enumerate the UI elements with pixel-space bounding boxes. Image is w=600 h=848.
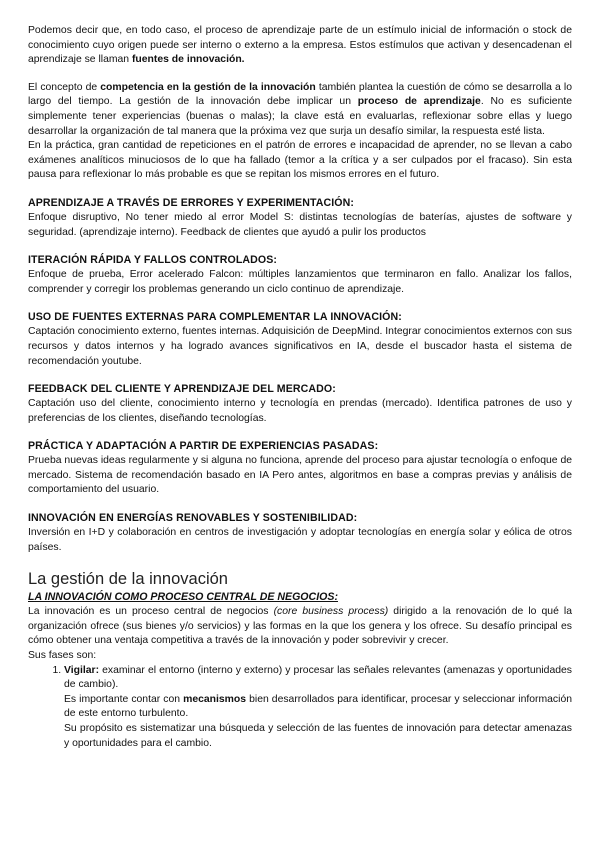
phase-extra-1-text-1: Es importante contar con	[64, 693, 184, 705]
phase-extra-1	[64, 693, 572, 722]
section-heading-iteracion: ITERACIÓN RÁPIDA Y FALLOS CONTROLADOS:	[28, 254, 278, 267]
section-text-iteracion: Enfoque de prueba, Error acelerado Falcon: múltiples lanzamientos que terminaron en fallo. Analizar los fallos, comprender y corregir los problemas generando un ciclo continuo de aprendizaje.	[28, 269, 572, 295]
phase-extra-1-text-2: bien desarrollados para identificar, procesar y seleccionar información de este entorno turbulento.	[64, 693, 572, 720]
section-heading-practica: PRÁCTICA Y ADAPTACIÓN A PARTIR DE EXPERIENCIAS PASADAS:	[28, 440, 379, 453]
gestion-p1-text-1: La innovación es un proceso central de negocios	[28, 606, 274, 618]
intro-p1-bold: fuentes de innovación.	[131, 54, 245, 66]
gestion-title: La gestión de la innovación	[28, 570, 228, 589]
intro-paragraph-2	[28, 81, 572, 139]
phases-list	[28, 664, 572, 752]
phase-item-vigilar	[64, 664, 572, 752]
section-text-practica: Prueba nuevas ideas regularmente y si alguna no funciona, aprende del proceso para ajustar tecnología o enfoque de mercado. Sistema de recomendación basado en IA Pero antes, algoritmos en base a compras previas y análisis de comportamiento del usuario.	[28, 455, 572, 496]
section-heading-renovables: INNOVACIÓN EN ENERGÍAS RENOVABLES Y SOSTENIBILIDAD:	[28, 512, 358, 525]
phase-extra-1-bold: mecanismos	[183, 693, 247, 705]
fases-label: Sus fases son:	[28, 650, 97, 662]
gestion-paragraph-1	[28, 605, 572, 649]
phase-name-vigilar: Vigilar:	[64, 664, 100, 676]
gestion-p1-text-2: dirigido a la renovación de lo qué la organización ofrece (sus bienes y/o servicios) y las formas en la que los genera y los ofrece. Su desafío principal es cómo obtener una ventaja competitiva a través de la innovación y poder sobrevivir y crecer.	[28, 606, 572, 647]
section-heading-errores: APRENDIZAJE A TRAVÉS DE ERRORES Y EXPERIMENTACIÓN:	[28, 196, 354, 209]
intro-p2-text-1: El concepto de	[28, 81, 101, 93]
phase-extra-2: Su propósito es sistematizar una búsqueda y selección de las fuentes de innovación para detectar amenazas y oportunidades para el cambio.	[64, 723, 572, 749]
intro-p1-text: Podemos decir que, en todo caso, el proceso de aprendizaje parte de un estímulo inicial de información o stock de conocimiento cuyo origen puede ser interno o externo a la empresa. Estos estímulos que activan y desencadenan el aprendizaje se llaman	[28, 25, 572, 66]
section-text-feedback: Captación uso del cliente, conocimiento interno y tecnología en prendas (mercado). Identifica patrones de uso y preferencias de los clientes, diseñando tecnologías.	[28, 398, 572, 424]
intro-p2-bold-1: competencia en la gestión de la innovación	[100, 81, 316, 93]
section-heading-fuentes-externas: USO DE FUENTES EXTERNAS PARA COMPLEMENTAR LA INNOVACIÓN:	[28, 311, 402, 324]
section-text-renovables: Inversión en I+D y colaboración en centros de investigación y adoptar tecnologías en energía solar y eólica de otros países.	[28, 527, 572, 553]
intro-p2-bold-2: proceso de aprendizaje	[357, 96, 481, 108]
section-text-fuentes-externas: Captación conocimiento externo, fuentes internas. Adquisición de DeepMind. Integrar conocimientos externos con sus recursos y datos internos y ha logrado avances significativos en IA, desde el buscador hasta el sistema de recomendación youtube.	[28, 326, 572, 367]
gestion-subtitle: LA INNOVACIÓN COMO PROCESO CENTRAL DE NEGOCIOS:	[28, 591, 338, 604]
document-content	[28, 24, 572, 751]
intro-p2-text-3: . No es suficiente simplemente tener experiencias (buenas o malas); la clave está en evaluarlas, reflexionar sobre ellas y luego desarrollar la organización de tal manera que la próxima vez que surja un desafío similar, la respuesta esté lista.	[28, 96, 573, 137]
gestion-p1-italic: (core business process)	[273, 606, 389, 618]
phase-text-vigilar: examinar el entorno (interno y externo) y procesar las señales relevantes (amenazas y oportunidades de cambio).	[64, 664, 572, 691]
intro-paragraph-3: En la práctica, gran cantidad de repeticiones en el patrón de errores e incapacidad de aprender, no se llevan a cabo exámenes analíticos minuciosos de lo que ha fallado (temor a la crítica y a ser culpados por el fracaso). Sin esta pausa para reflexionar lo más probable es que se repitan los mismos errores en el futuro.	[28, 140, 572, 181]
section-text-errores: Enfoque disruptivo, No tener miedo al error Model S: distintas tecnologías de baterías, ajustes de software y seguridad. (aprendizaje interno). Feedback de clientes que ayudó a pulir los productos	[28, 211, 572, 238]
section-heading-feedback: FEEDBACK DEL CLIENTE Y APRENDIZAJE DEL MERCADO:	[28, 383, 336, 396]
intro-paragraph-1	[28, 24, 572, 68]
intro-p2-text-2: también plantea la cuestión de cómo se desarrolla a lo largo del tiempo. La gestión de la innovación debe implicar un	[28, 81, 572, 108]
